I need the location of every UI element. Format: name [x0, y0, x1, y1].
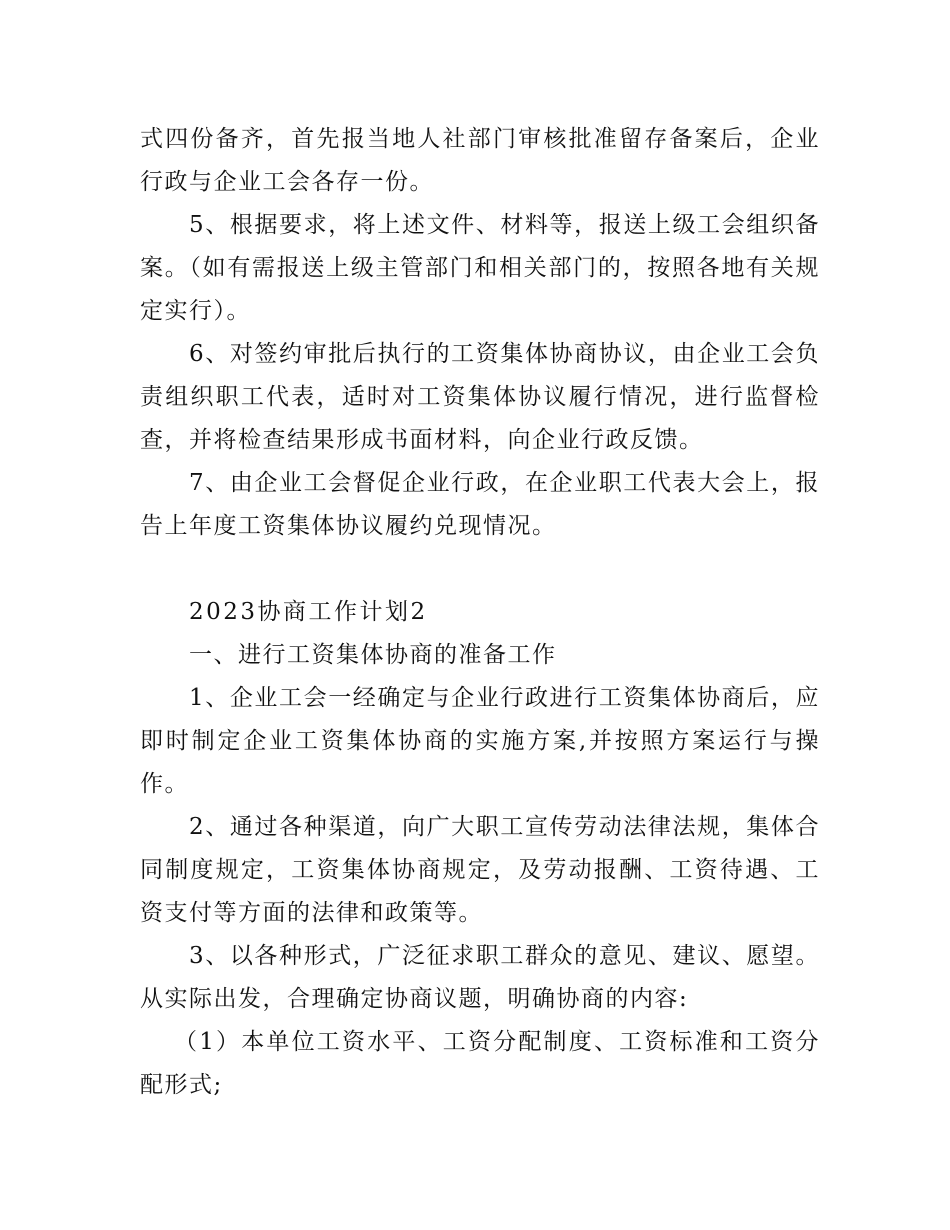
paragraph-item-5: 5、根据要求，将上述文件、材料等，报送上级工会组织备案。（如有需报送上级主管部门和相关部门的，按照各地有关规定实行）。 [140, 212, 820, 324]
section-heading: 一、进行工资集体协商的准备工作 [189, 642, 557, 668]
list-item-3: 3、以各种形式，广泛征求职工群众的意见、建议、愿望。从实际出发，合理确定协商议题，明确协商的内容: [140, 943, 820, 1012]
paragraph-item-6: 6、对签约审批后执行的工资集体协商协议，由企业工会负责组织职工代表，适时对工资集体协议履行情况，进行监督检查，并将检查结果形成书面材料，向企业行政反馈。 [140, 341, 820, 453]
document-body [140, 118, 820, 1107]
paragraph-continuation: 式四份备齐，首先报当地人社部门审核批准留存备案后，企业行政与企业工会各存一份。 [140, 126, 820, 195]
list-item-2: 2、通过各种渠道，向广大职工宣传劳动法律法规，集体合同制度规定，工资集体协商规定，及劳动报酬、工资待遇、工资支付等方面的法律和政策等。 [140, 814, 820, 926]
section-title: 2023协商工作计划2 [189, 599, 428, 625]
paragraph-item-7: 7、由企业工会督促企业行政，在企业职工代表大会上，报告上年度工资集体协议履约兑现情况。 [140, 470, 820, 539]
list-subitem-1: （1）本单位工资水平、工资分配制度、工资标准和工资分配形式; [140, 1029, 820, 1098]
list-item-1: 1、企业工会一经确定与企业行政进行工资集体协商后，应即时制定企业工资集体协商的实施方案,并按照方案运行与操作。 [140, 685, 820, 797]
